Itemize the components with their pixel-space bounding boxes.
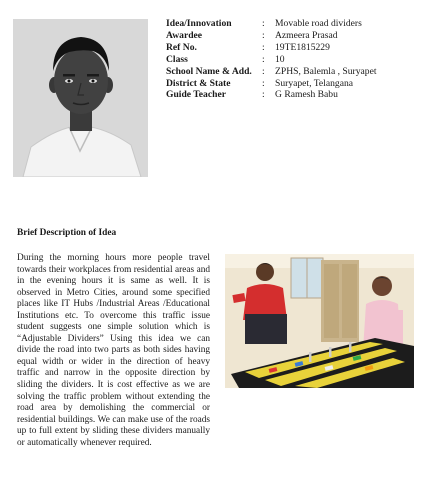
awardee-portrait [13, 19, 148, 177]
info-value: G Ramesh Babu [275, 89, 338, 101]
info-separator: : [262, 29, 265, 41]
info-row-idea [166, 18, 377, 30]
info-label: Idea/Innovation [166, 18, 232, 29]
project-photo [225, 254, 414, 388]
info-value: Suryapet, Telangana [275, 77, 354, 89]
section-heading: Brief Description of Idea [17, 228, 117, 238]
info-value: 10 [275, 53, 285, 65]
info-separator: : [262, 41, 265, 53]
info-row-awardee [166, 30, 377, 42]
info-separator: : [262, 18, 265, 29]
portrait-illustration [13, 19, 148, 177]
description-paragraph: During the morning hours more people travel towards their workplaces from residential areas and in the evening hours it is same as well. It is observed in Metro Cities, around some specified places like IT Hubs /Industrial Areas /Educational Institutions etc. To overcome this traffic issue student suggests one simple solution which is “Adjustable Dividers” Using this idea we can divide the road into two parts as both sides having equal width or wider in the direction of heavy traffic and narrow in the opposite direction by sliding the dividers. It is cost effective as we are solving the traffic problem without extending the road area by demolishing the commercial or residential buildings. We can make use of the roads up to full extent by sliding these dividers manually or automatically whenever required. [17, 253, 210, 448]
info-separator: : [262, 65, 265, 77]
info-row-school [166, 66, 377, 78]
awardee-info-table [166, 18, 377, 101]
info-separator: : [262, 53, 265, 65]
info-separator: : [262, 77, 265, 89]
info-value: Movable road dividers [275, 18, 362, 29]
info-label: Awardee [166, 29, 203, 41]
project-model-illustration [225, 254, 414, 388]
info-label: Guide Teacher [166, 89, 226, 101]
info-label: District & State [166, 77, 231, 89]
info-label: School Name & Add. [166, 65, 252, 77]
info-row-ref-no [166, 42, 377, 54]
info-value: ZPHS, Balemla , Suryapet [275, 65, 377, 77]
info-label: Ref No. [166, 41, 197, 53]
info-row-class [166, 54, 377, 66]
info-value: Azmeera Prasad [275, 29, 338, 41]
info-separator: : [262, 89, 265, 101]
idea-description [17, 253, 210, 449]
info-row-district [166, 78, 377, 90]
info-value: 19TE1815229 [275, 41, 330, 53]
info-label: Class [166, 53, 188, 65]
info-row-guide [166, 89, 377, 101]
